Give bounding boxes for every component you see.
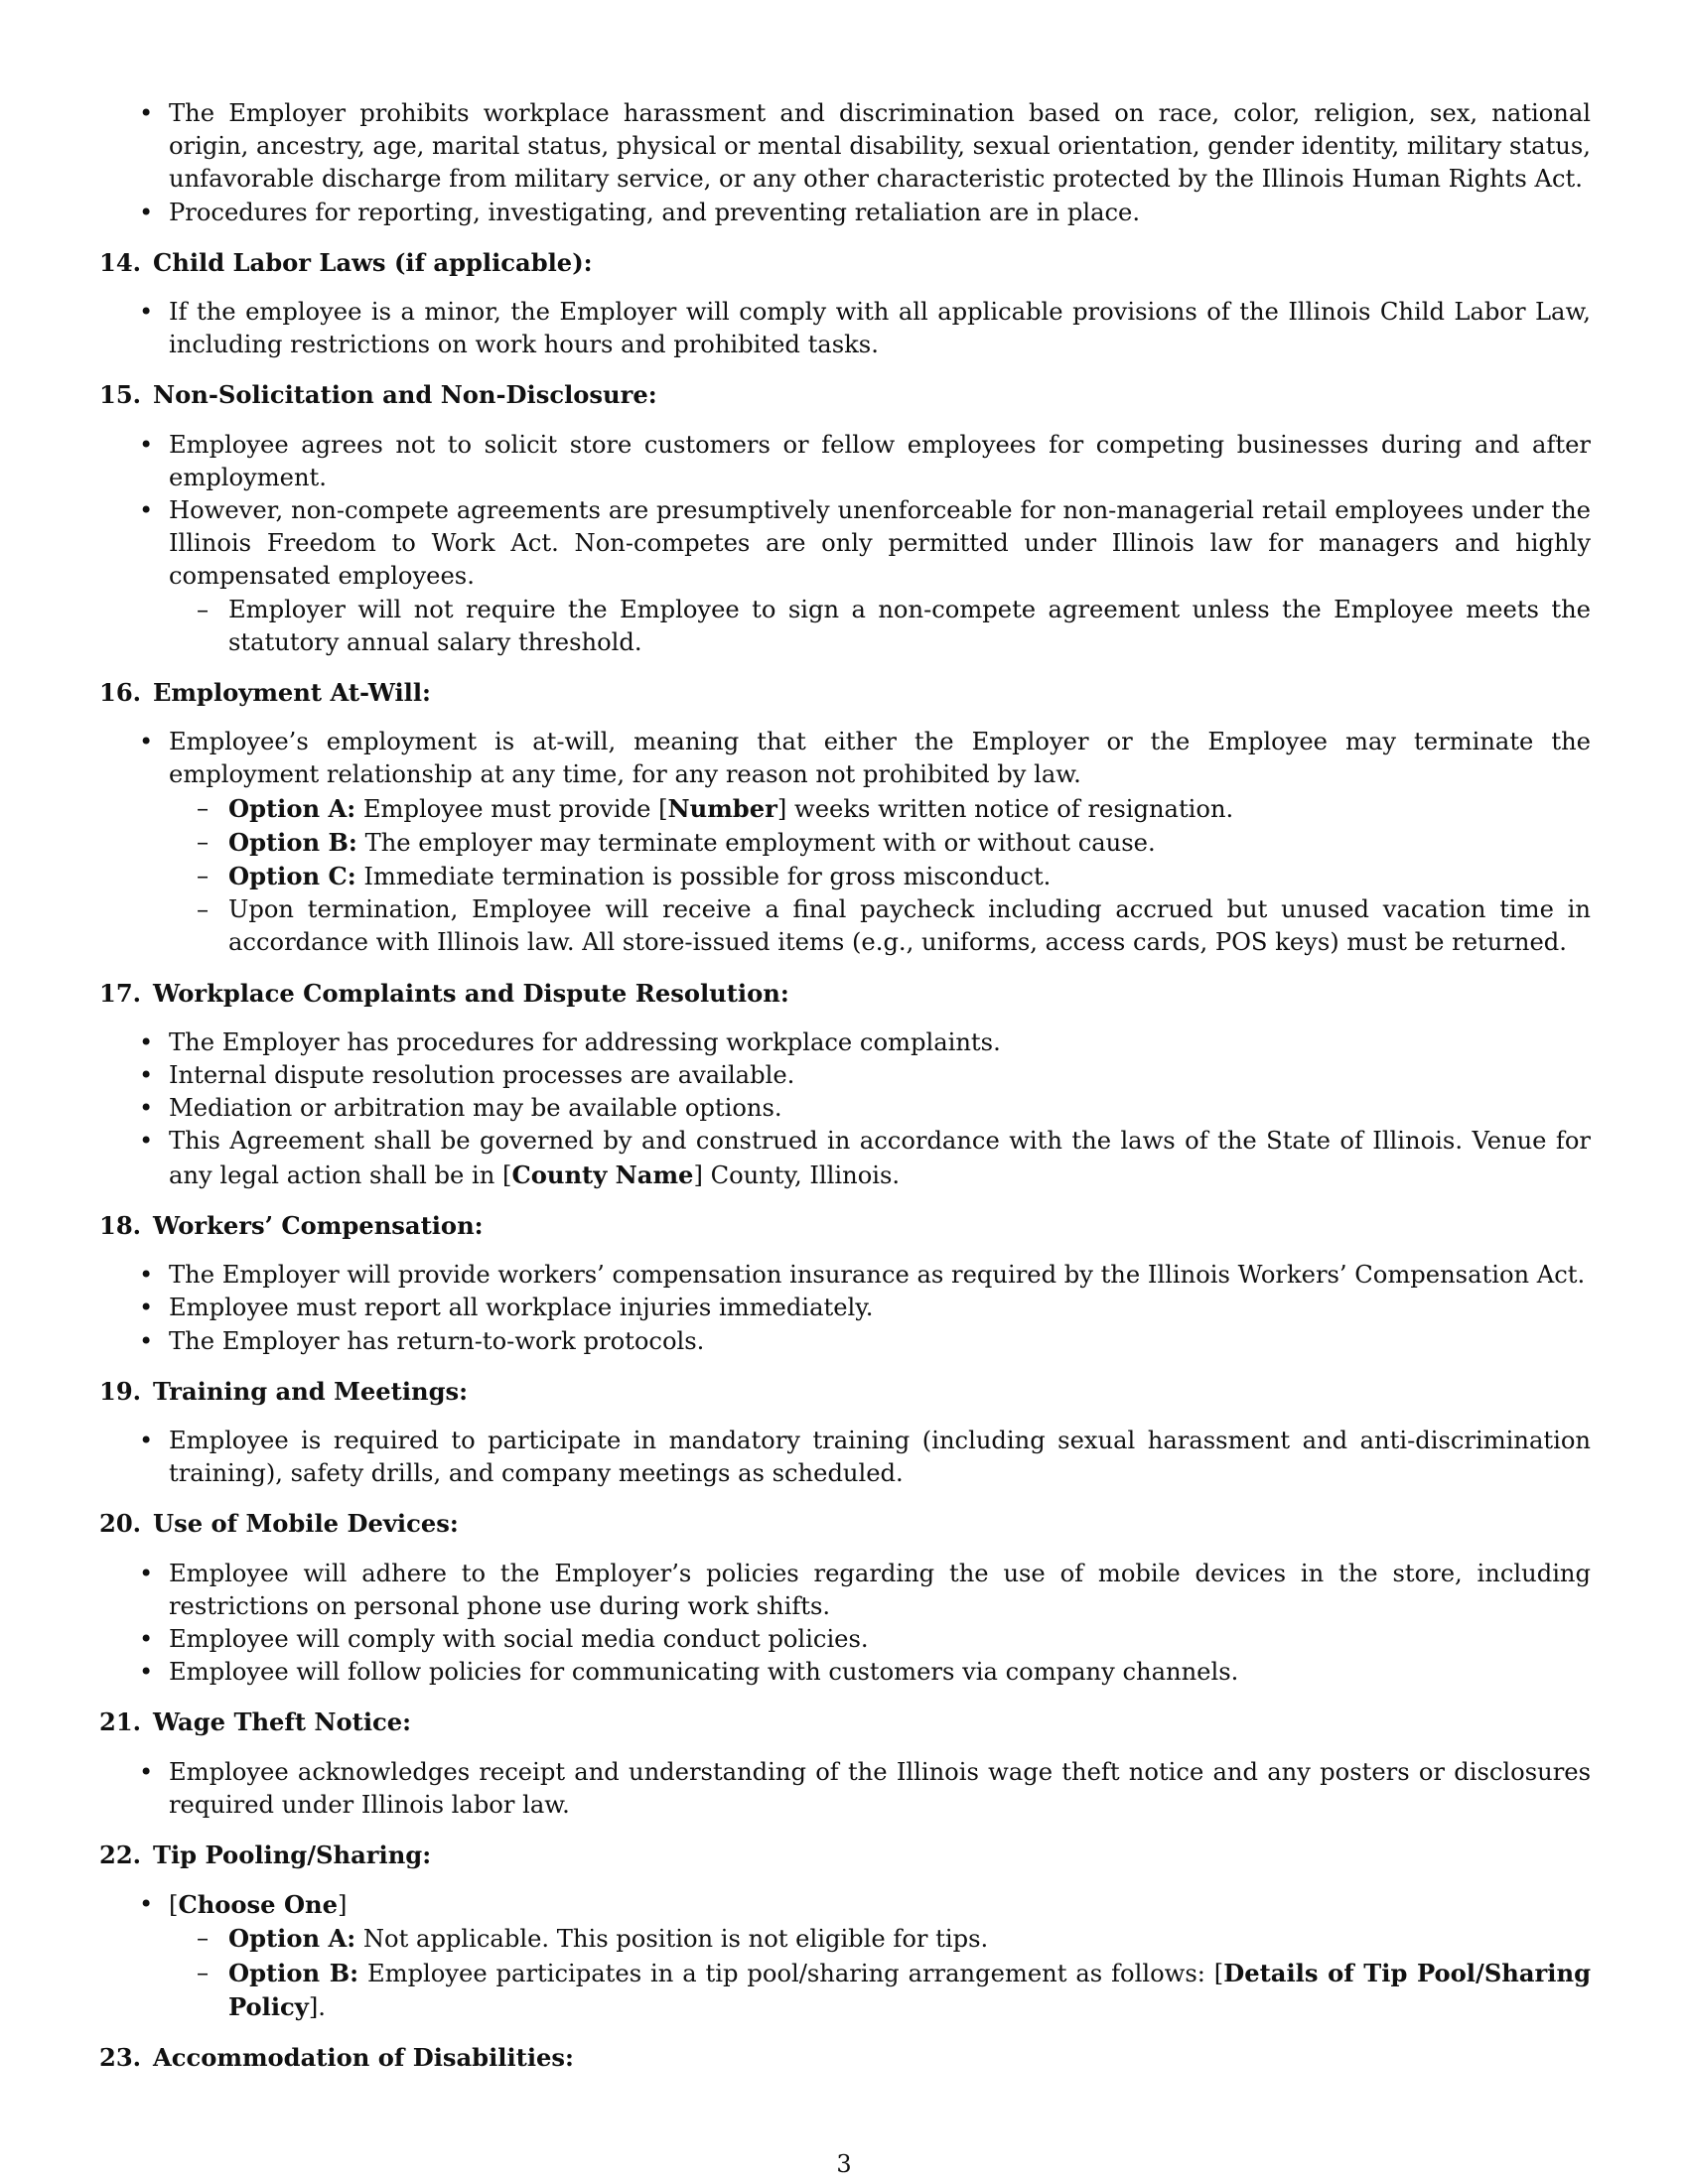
list-item: • The Employer will provide workers’ compensation insurance as required by the Illinois Workers’ Compensation Act. [99, 1259, 1591, 1292]
list-item: • Employee must report all workplace injuries immediately. [99, 1292, 1591, 1324]
section-title: Workers’ Compensation: [153, 1210, 484, 1240]
option-text: Employee must provide [ [362, 794, 668, 823]
sub-list-item: – Employer will not require the Employee to sign a non-compete agreement unless the Employee meets the statutory annual salary threshold. [169, 594, 1591, 659]
section-title: Tip Pooling/Sharing: [153, 1840, 432, 1869]
list-item-text: Employee’s employment is at-will, meaning that either the Employer or the Employee may terminate the employment relationship at any time, for any reason not prohibited by law. [169, 728, 1591, 789]
placeholder-field: County Name [511, 1160, 694, 1189]
list-item: • The Employer prohibits workplace harassment and discrimination based on race, color, religion, sex, national origin, ancestry, age, marital status, physical or mental disability, sexual orientation, gender identity, military status, unfavorable discharge from military service, or any other characteristic protected by the Illinois Human Rights Act. [99, 97, 1591, 197]
section-heading-14 [99, 246, 1591, 279]
list-item: • Employee is required to participate in mandatory training (including sexual harassment and anti-discrimination training), safety drills, and company meetings as scheduled. [99, 1425, 1591, 1490]
section-15-sublist [169, 594, 1591, 659]
list-item: • If the employee is a minor, the Employer will comply with all applicable provisions of the Illinois Child Labor Law, including restrictions on work hours and prohibited tasks. [99, 296, 1591, 361]
section-number: 15. [99, 380, 142, 410]
sub-list-item [169, 860, 1591, 893]
list-item: • Employee agrees not to solicit store customers or fellow employees for competing businesses during and after employment. [99, 429, 1591, 494]
list-item [99, 1888, 1591, 2024]
section-number: 17. [99, 978, 142, 1008]
section-title: Workplace Complaints and Dispute Resolution: [153, 978, 789, 1008]
section-heading-23 [99, 2041, 1591, 2074]
section-number: 22. [99, 1840, 142, 1869]
section-18-list [99, 1259, 1591, 1358]
option-text: ]. [308, 1992, 326, 2021]
section-number: 19. [99, 1376, 142, 1406]
section-heading-18 [99, 1209, 1591, 1242]
bracket: ] [338, 1891, 348, 1920]
option-label: Option A: [228, 1924, 356, 1954]
placeholder-field: Choose One [178, 1890, 339, 1920]
list-item-text: This Agreement shall be governed by and construed in accordance with the laws of the State of Illinois. Venue for any legal action shall be in [ [169, 1127, 1591, 1189]
list-item: • Internal dispute resolution processes are available. [99, 1059, 1591, 1092]
option-text: The employer may terminate employment with or without cause. [364, 828, 1156, 857]
page-number: 3 [836, 2150, 852, 2178]
section-number: 20. [99, 1509, 142, 1539]
section-number: 16. [99, 678, 142, 708]
option-label: Option C: [228, 862, 356, 891]
section-title: Wage Theft Notice: [153, 1707, 412, 1737]
list-item: • The Employer has return-to-work protocols. [99, 1325, 1591, 1358]
section-heading-19 [99, 1375, 1591, 1408]
section-heading-22 [99, 1839, 1591, 1871]
section-22-list [99, 1888, 1591, 2024]
section-heading-21 [99, 1706, 1591, 1738]
option-text: Immediate termination is possible for gross misconduct. [363, 863, 1052, 891]
section-14-list [99, 296, 1591, 361]
page-content [99, 97, 1591, 2091]
section-title: Employment At-Will: [153, 678, 431, 708]
list-item: • Employee will comply with social media conduct policies. [99, 1623, 1591, 1656]
list-item [99, 494, 1591, 659]
section-20-list [99, 1558, 1591, 1690]
option-label: Option A: [228, 793, 356, 823]
section-21-list [99, 1756, 1591, 1822]
section-heading-15 [99, 378, 1591, 411]
section-heading-16 [99, 676, 1591, 709]
section-number: 14. [99, 247, 142, 277]
section-title: Training and Meetings: [153, 1376, 469, 1406]
list-item-text: ] County, Illinois. [693, 1160, 901, 1189]
list-item: • Mediation or arbitration may be available options. [99, 1092, 1591, 1125]
section-heading-17 [99, 977, 1591, 1010]
option-text: Employee participates in a tip pool/sharing arrangement as follows: [ [366, 1959, 1224, 1987]
sub-list-item [169, 1957, 1591, 2024]
list-item: • The Employer has procedures for addressing workplace complaints. [99, 1026, 1591, 1059]
list-item: • Employee will follow policies for communicating with customers via company channels. [99, 1656, 1591, 1689]
section-15-list [99, 429, 1591, 659]
option-label: Option B: [228, 1958, 359, 1987]
option-label: Option B: [228, 827, 357, 857]
list-item: • Employee will adhere to the Employer’s policies regarding the use of mobile devices in the store, including restrictions on personal phone use during work shifts. [99, 1558, 1591, 1623]
section-number: 23. [99, 2042, 142, 2072]
bracket: [ [169, 1891, 179, 1920]
placeholder-field: Number [667, 793, 777, 823]
list-item: • Employee acknowledges receipt and understanding of the Illinois wage theft notice and any posters or disclosures required under Illinois labor law. [99, 1756, 1591, 1822]
sub-list-item [169, 826, 1591, 860]
section-19-list [99, 1425, 1591, 1490]
section-16-list [99, 726, 1591, 959]
section-number: 21. [99, 1707, 142, 1737]
sub-list-item [169, 792, 1591, 826]
sub-list-item: – Upon termination, Employee will receive a final paycheck including accrued but unused vacation time in accordance with Illinois law. All store-issued items (e.g., uniforms, access cards, POS keys) must be returned. [169, 893, 1591, 959]
list-item [99, 726, 1591, 959]
section-heading-20 [99, 1507, 1591, 1540]
sub-list-item [169, 1922, 1591, 1956]
list-item [99, 1125, 1591, 1191]
section-13-list [99, 97, 1591, 229]
section-title: Non-Solicitation and Non-Disclosure: [153, 380, 657, 410]
section-16-sublist [169, 792, 1591, 960]
section-title: Use of Mobile Devices: [153, 1509, 459, 1539]
section-17-list [99, 1026, 1591, 1192]
section-title: Child Labor Laws (if applicable): [153, 247, 593, 277]
list-item: • Procedures for reporting, investigating, and preventing retaliation are in place. [99, 197, 1591, 229]
option-text: ] weeks written notice of resignation. [776, 794, 1234, 823]
list-item-text: However, non-compete agreements are presumptively unenforceable for non-managerial retail employees under the Illinois Freedom to Work Act. Non-competes are only permitted under Illinois law for managers and highly compensated employees. [169, 496, 1591, 591]
placeholder-field: Details of Tip Pool/Sharing Policy [228, 1958, 1591, 2021]
option-text: Not applicable. This position is not eligible for tips. [362, 1925, 989, 1954]
section-22-sublist [169, 1922, 1591, 2024]
section-title: Accommodation of Disabilities: [153, 2042, 574, 2072]
section-number: 18. [99, 1210, 142, 1240]
